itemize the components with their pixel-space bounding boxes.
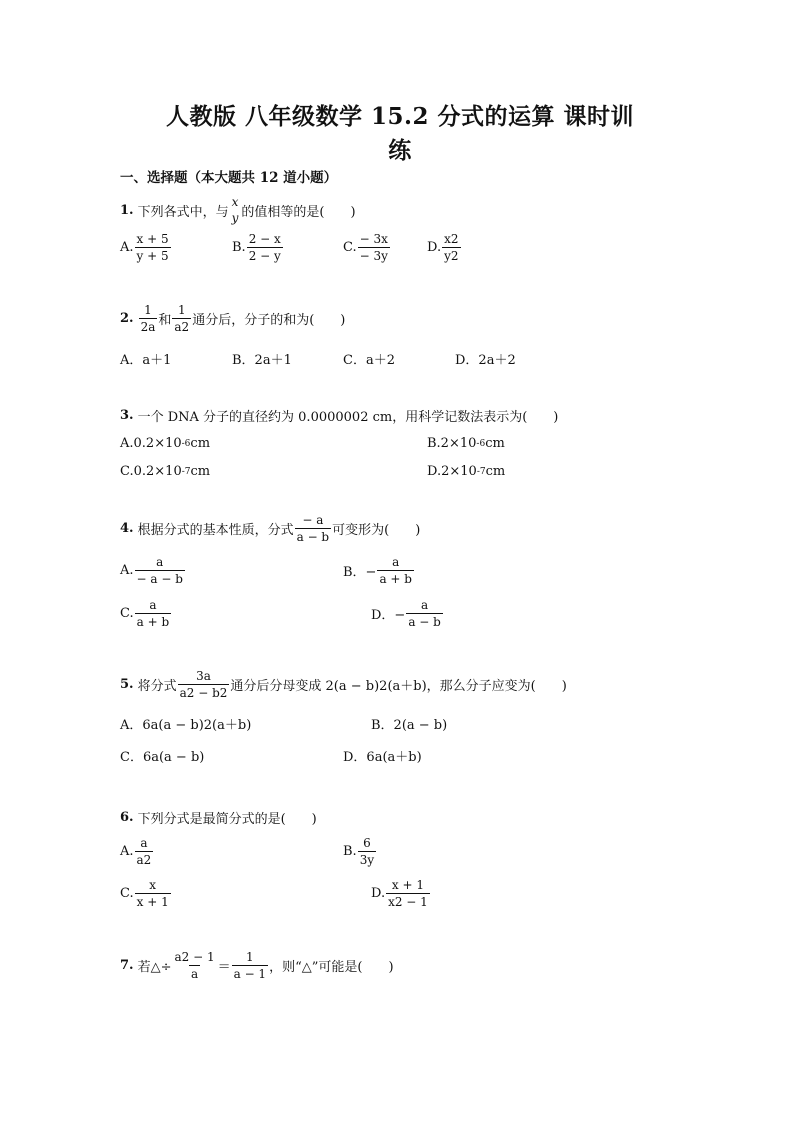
option-text: D.2×10 <box>427 464 477 479</box>
numerator: x <box>231 195 239 209</box>
numerator: 1 <box>246 950 254 964</box>
option-d[interactable]: D．2a＋2 <box>455 353 516 368</box>
option-label: A. <box>120 240 134 255</box>
option-label: A. <box>120 563 134 578</box>
fraction <box>135 232 171 263</box>
denominator: 2a <box>140 320 156 334</box>
denominator: x2 − 1 <box>388 895 428 909</box>
title-line-2: 练 <box>388 137 412 164</box>
option-label: C. <box>120 606 134 621</box>
denominator: a − b <box>296 530 330 544</box>
fraction <box>135 555 185 586</box>
numerator: x <box>149 878 157 892</box>
denominator: a2 <box>136 853 152 867</box>
fraction <box>172 950 216 981</box>
option-d[interactable]: D.2×10 -7 cm <box>427 464 506 479</box>
denominator: a <box>190 967 199 981</box>
denominator: − a − b <box>136 572 183 586</box>
option-c[interactable]: C．6a(a − b) <box>120 750 205 765</box>
option-b[interactable] <box>343 555 415 586</box>
numerator: a <box>149 598 157 612</box>
question-text: 可变形为( ) <box>332 523 421 538</box>
fraction <box>230 195 241 225</box>
question-text: 一个 DNA 分子的直径约为 0.0000002 cm，用科学记数法表示为( ) <box>137 410 559 425</box>
fraction <box>406 598 443 629</box>
question-1 <box>120 195 356 225</box>
option-label: D. <box>427 240 442 255</box>
option-label: B. <box>343 844 357 859</box>
denominator: a − b <box>408 615 441 629</box>
option-label: D．− <box>371 608 406 623</box>
option-a[interactable] <box>120 836 154 867</box>
question-number: 5. <box>120 677 134 692</box>
numerator: a <box>156 555 164 569</box>
option-b[interactable]: B.2×10 -6 cm <box>427 436 505 451</box>
option-label: A. <box>120 844 134 859</box>
fraction <box>377 555 414 586</box>
fraction <box>247 232 283 263</box>
denominator: y <box>231 211 239 225</box>
option-c[interactable] <box>120 598 172 629</box>
fraction <box>135 598 172 629</box>
option-d[interactable] <box>427 232 462 263</box>
option-label: D. <box>371 886 386 901</box>
question-text: 通分后，分子的和为( ) <box>192 313 346 328</box>
page-title <box>120 100 680 168</box>
option-c[interactable] <box>120 878 172 909</box>
denominator: a + b <box>379 572 412 586</box>
fraction <box>232 950 268 981</box>
question-number: 1. <box>120 202 134 218</box>
fraction <box>358 836 376 867</box>
question-text: 的值相等的是( ) <box>241 204 356 220</box>
question-text: 通分后分母变成 2(a − b)2(a＋b)，那么分子应变为( ) <box>230 679 567 694</box>
option-a[interactable] <box>120 232 172 263</box>
question-text: 下列分式是最简分式的是( ) <box>137 812 317 827</box>
numerator: 1 <box>177 303 186 317</box>
unit: cm <box>190 436 211 451</box>
option-d[interactable]: D．6a(a＋b) <box>343 750 422 765</box>
denominator: − 3y <box>359 249 388 263</box>
option-c[interactable] <box>343 232 391 263</box>
option-label: C. <box>120 886 134 901</box>
question-text: 和 <box>158 313 172 328</box>
numerator: − 3x <box>359 232 388 246</box>
question-7 <box>120 950 394 981</box>
option-a[interactable]: A．6a(a − b)2(a＋b) <box>120 718 252 733</box>
question-text: 若△÷ <box>137 960 172 975</box>
question-number: 7. <box>120 958 134 973</box>
numerator: x + 5 <box>136 232 169 246</box>
fraction <box>135 836 154 867</box>
denominator: a + b <box>136 615 170 629</box>
question-text: 将分式 <box>137 679 177 694</box>
question-text: ，则“△”可能是( ) <box>269 960 394 975</box>
question-5 <box>120 669 567 700</box>
numerator: a <box>392 555 400 569</box>
question-text: 根据分式的基本性质，分式 <box>137 523 294 538</box>
option-a[interactable] <box>120 555 186 586</box>
fraction <box>172 303 191 334</box>
equals-sign: ＝ <box>217 960 231 975</box>
option-c[interactable]: C.0.2×10 -7 cm <box>120 464 211 479</box>
question-2 <box>120 303 345 334</box>
option-label: B．− <box>343 565 377 580</box>
numerator: a <box>421 598 429 612</box>
question-number: 4. <box>120 521 134 536</box>
option-c[interactable]: C．a＋2 <box>343 353 395 368</box>
fraction <box>386 878 430 909</box>
option-d[interactable] <box>371 878 431 909</box>
option-label: C. <box>343 240 357 255</box>
unit: cm <box>485 464 506 479</box>
question-number: 2. <box>120 311 134 326</box>
denominator: y2 <box>444 249 459 263</box>
denominator: y + 5 <box>136 249 169 263</box>
option-b[interactable]: B．2a＋1 <box>232 353 292 368</box>
unit: cm <box>190 464 211 479</box>
option-label: B. <box>232 240 246 255</box>
option-text: C.0.2×10 <box>120 464 182 479</box>
question-4 <box>120 513 420 544</box>
denominator: a − 1 <box>233 967 267 981</box>
numerator: 6 <box>363 836 371 850</box>
unit: cm <box>485 436 505 451</box>
numerator: x2 <box>444 232 459 246</box>
option-b[interactable] <box>343 836 377 867</box>
numerator: 1 <box>144 303 152 317</box>
denominator: x + 1 <box>136 895 169 909</box>
title-line-1: 人教版 八年级数学 15.2 分式的运算 课时训 <box>165 103 635 130</box>
option-d[interactable] <box>371 598 444 629</box>
question-text: 下列各式中，与 <box>137 204 229 220</box>
question-number: 6. <box>120 810 134 825</box>
fraction <box>178 669 230 700</box>
numerator: a2 − 1 <box>174 950 215 964</box>
question-number: 3. <box>120 408 134 423</box>
denominator: a2 − b2 <box>179 686 228 700</box>
numerator: 2 − x <box>248 232 281 246</box>
option-b[interactable]: B．2(a − b) <box>371 718 448 733</box>
fraction <box>358 232 390 263</box>
denominator: a2 <box>174 320 190 334</box>
option-text: A.0.2×10 <box>120 436 182 451</box>
fraction <box>295 513 332 544</box>
denominator: 2 − y <box>248 249 281 263</box>
option-text: B.2×10 <box>427 436 477 451</box>
fraction <box>135 878 171 909</box>
fraction <box>139 303 158 334</box>
fraction <box>442 232 460 263</box>
option-a[interactable]: A．a＋1 <box>120 353 172 368</box>
numerator: x + 1 <box>391 878 424 892</box>
option-b[interactable] <box>232 232 284 263</box>
question-3 <box>120 406 558 425</box>
numerator: a <box>140 836 148 850</box>
section-heading: 一、选择题（本大题共 12 道小题） <box>120 170 338 186</box>
question-6 <box>120 808 317 827</box>
denominator: 3y <box>359 853 375 867</box>
numerator: − a <box>302 513 324 527</box>
numerator: 3a <box>196 669 211 683</box>
option-a[interactable]: A.0.2×10 -6 cm <box>120 436 211 451</box>
